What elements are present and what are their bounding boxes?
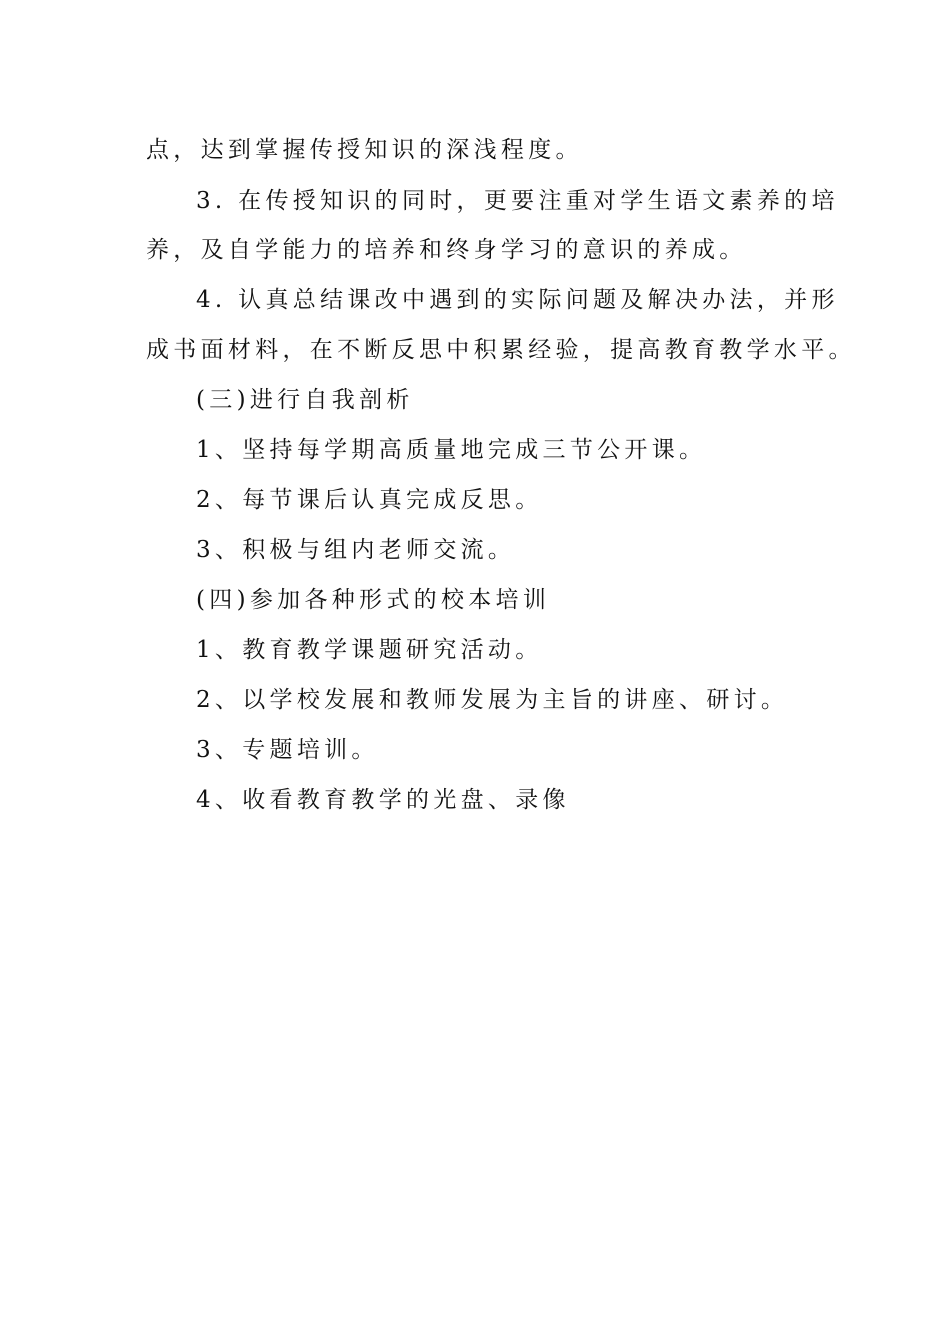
paragraph-line: 4. 认真总结课改中遇到的实际问题及解决办法，并形 [196, 287, 839, 313]
list-item: 1、坚持每学期高质量地完成三节公开课。 [196, 437, 707, 463]
list-item: 4、收看教育教学的光盘、录像 [196, 787, 570, 813]
paragraph-line: 养，及自学能力的培养和终身学习的意识的养成。 [146, 237, 747, 263]
paragraph-line: 3. 在传授知识的同时，更要注重对学生语文素养的培 [196, 188, 839, 214]
section-heading: (三)进行自我剖析 [196, 387, 414, 413]
list-item: 3、积极与组内老师交流。 [196, 537, 516, 563]
list-item: 2、每节课后认真完成反思。 [196, 487, 543, 513]
paragraph-line: 成书面材料，在不断反思中积累经验，提高教育教学水平。 [146, 337, 856, 363]
list-item: 3、专题培训。 [196, 737, 379, 763]
list-item: 1、教育教学课题研究活动。 [196, 637, 543, 663]
section-heading: (四)参加各种形式的校本培训 [196, 587, 551, 613]
list-item: 2、以学校发展和教师发展为主旨的讲座、研讨。 [196, 687, 789, 713]
paragraph-line: 点，达到掌握传授知识的深浅程度。 [146, 137, 583, 163]
